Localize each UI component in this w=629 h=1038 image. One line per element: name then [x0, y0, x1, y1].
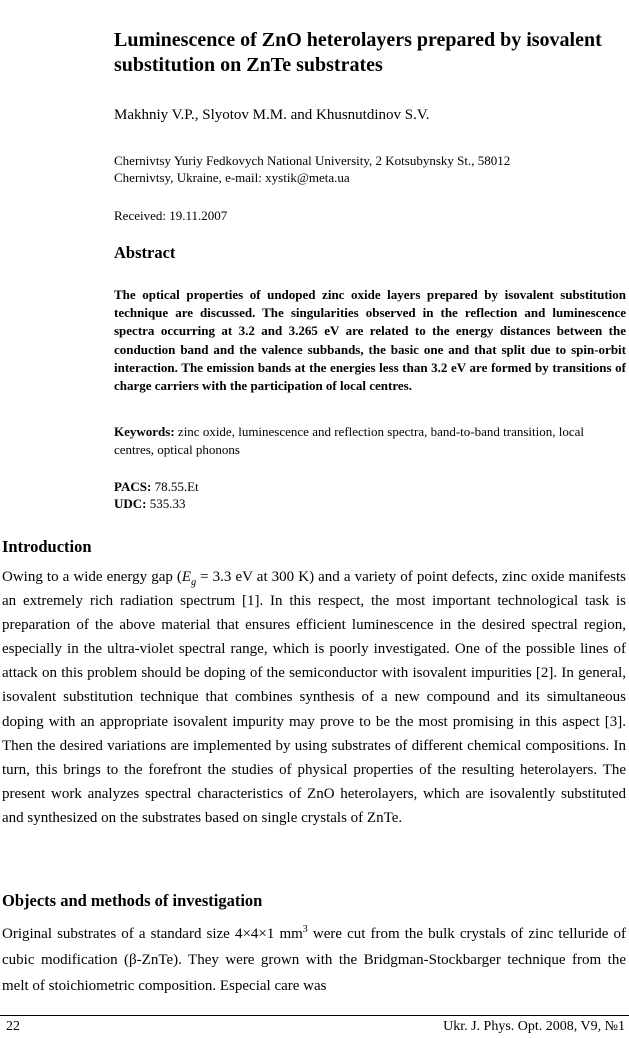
- intro-text-a: Owing to a wide energy gap (: [2, 569, 182, 585]
- abstract-heading: Abstract: [114, 243, 176, 262]
- abstract-text: The optical properties of undoped zinc oxide layers prepared by isovalent substitution technique are discussed. The singularities observed in the reflection and luminescence spectra occurring at 3.2 and 3.265 eV are related to the energy distances between the conduction band and the valence subbands, the basic one and that split due to spin-orbit interaction. The emission bands at the energies less than 3.2 eV are formed by transitions of charge carriers with the participation of local centres.: [114, 287, 626, 394]
- pacs-value: 78.55.Et: [151, 479, 199, 494]
- objects-text: [2, 921, 626, 999]
- substrate-size-exponent: 3: [302, 924, 308, 935]
- footer-rule: [0, 1015, 629, 1016]
- affiliation-line-2: Chernivtsy, Ukraine, e-mail: xystik@meta.ua: [114, 169, 350, 185]
- udc-line: [114, 495, 199, 512]
- udc-label: UDC:: [114, 496, 147, 511]
- affiliation-line-1: Chernivtsy Yuriy Fedkovych National University, 2 Kotsubynsky St., 58012: [114, 153, 511, 168]
- introduction-text: [2, 565, 626, 830]
- paper-title: Luminescence of ZnO heterolayers prepared by isovalent substitution on ZnTe substrates: [114, 29, 602, 76]
- journal-citation: Ukr. J. Phys. Opt. 2008, V9, №1: [443, 1019, 625, 1034]
- authors: Makhniy V.P., Slyotov M.M. and Khusnutdinov S.V.: [114, 107, 430, 123]
- keywords-label: Keywords:: [114, 424, 175, 439]
- intro-text-b: = 3.3 eV at 300 K) and a variety of point defects, zinc oxide manifests an extremely rich radiation spectrum [1]. In this respect, the most important technological task is preparation of the above material that ensures efficient luminescence in the desired spectral region, especially in the ultra-violet spectral range, which is poorly investigated. One of the possible lines of attack on this problem should be doping of the semiconductor with isovalent impurities [2]. In general, isovalent substitution technique that combines synthesis of a new compound and its simultaneous doping with an appropriate isovalent impurity may prove to be the most promising in this aspect [3]. Then the desired variations are implemented by using substrates of different chemical compositions. In turn, this brings to the forefront the studies of physical properties of the resulting heterolayers. The present work analyzes spectral characteristics of ZnO heterolayers, which are isovalently substituted and synthesized on the substrates based on single crystals of ZnTe.: [2, 569, 626, 826]
- pacs-label: PACS:: [114, 479, 152, 494]
- energy-gap-subscript: g: [191, 577, 197, 588]
- keywords-text: zinc oxide, luminescence and reflection spectra, band-to-band transition, local centres, optical phonons: [114, 424, 585, 457]
- page-number: 22: [6, 1019, 20, 1034]
- objects-heading: Objects and methods of investigation: [2, 891, 263, 910]
- pacs-line: [114, 478, 199, 495]
- energy-gap-symbol: E: [181, 569, 192, 585]
- substrate-size: 4×4×1 mm: [234, 926, 303, 942]
- objects-text-a: Original substrates of a standard size: [2, 926, 235, 942]
- keywords: [114, 423, 614, 459]
- classification: [114, 478, 199, 512]
- received-date: Received: 19.11.2007: [114, 208, 228, 223]
- udc-value: 535.33: [146, 496, 186, 511]
- objects-text-b: were cut from the bulk crystals of zinc telluride of cubic modification (β-ZnTe). They were grown with the Bridgman-Stockbarger technique from the melt of stoichiometric composition. Especial care was: [2, 926, 626, 994]
- affiliation: [114, 153, 624, 186]
- introduction-heading: Introduction: [2, 537, 92, 556]
